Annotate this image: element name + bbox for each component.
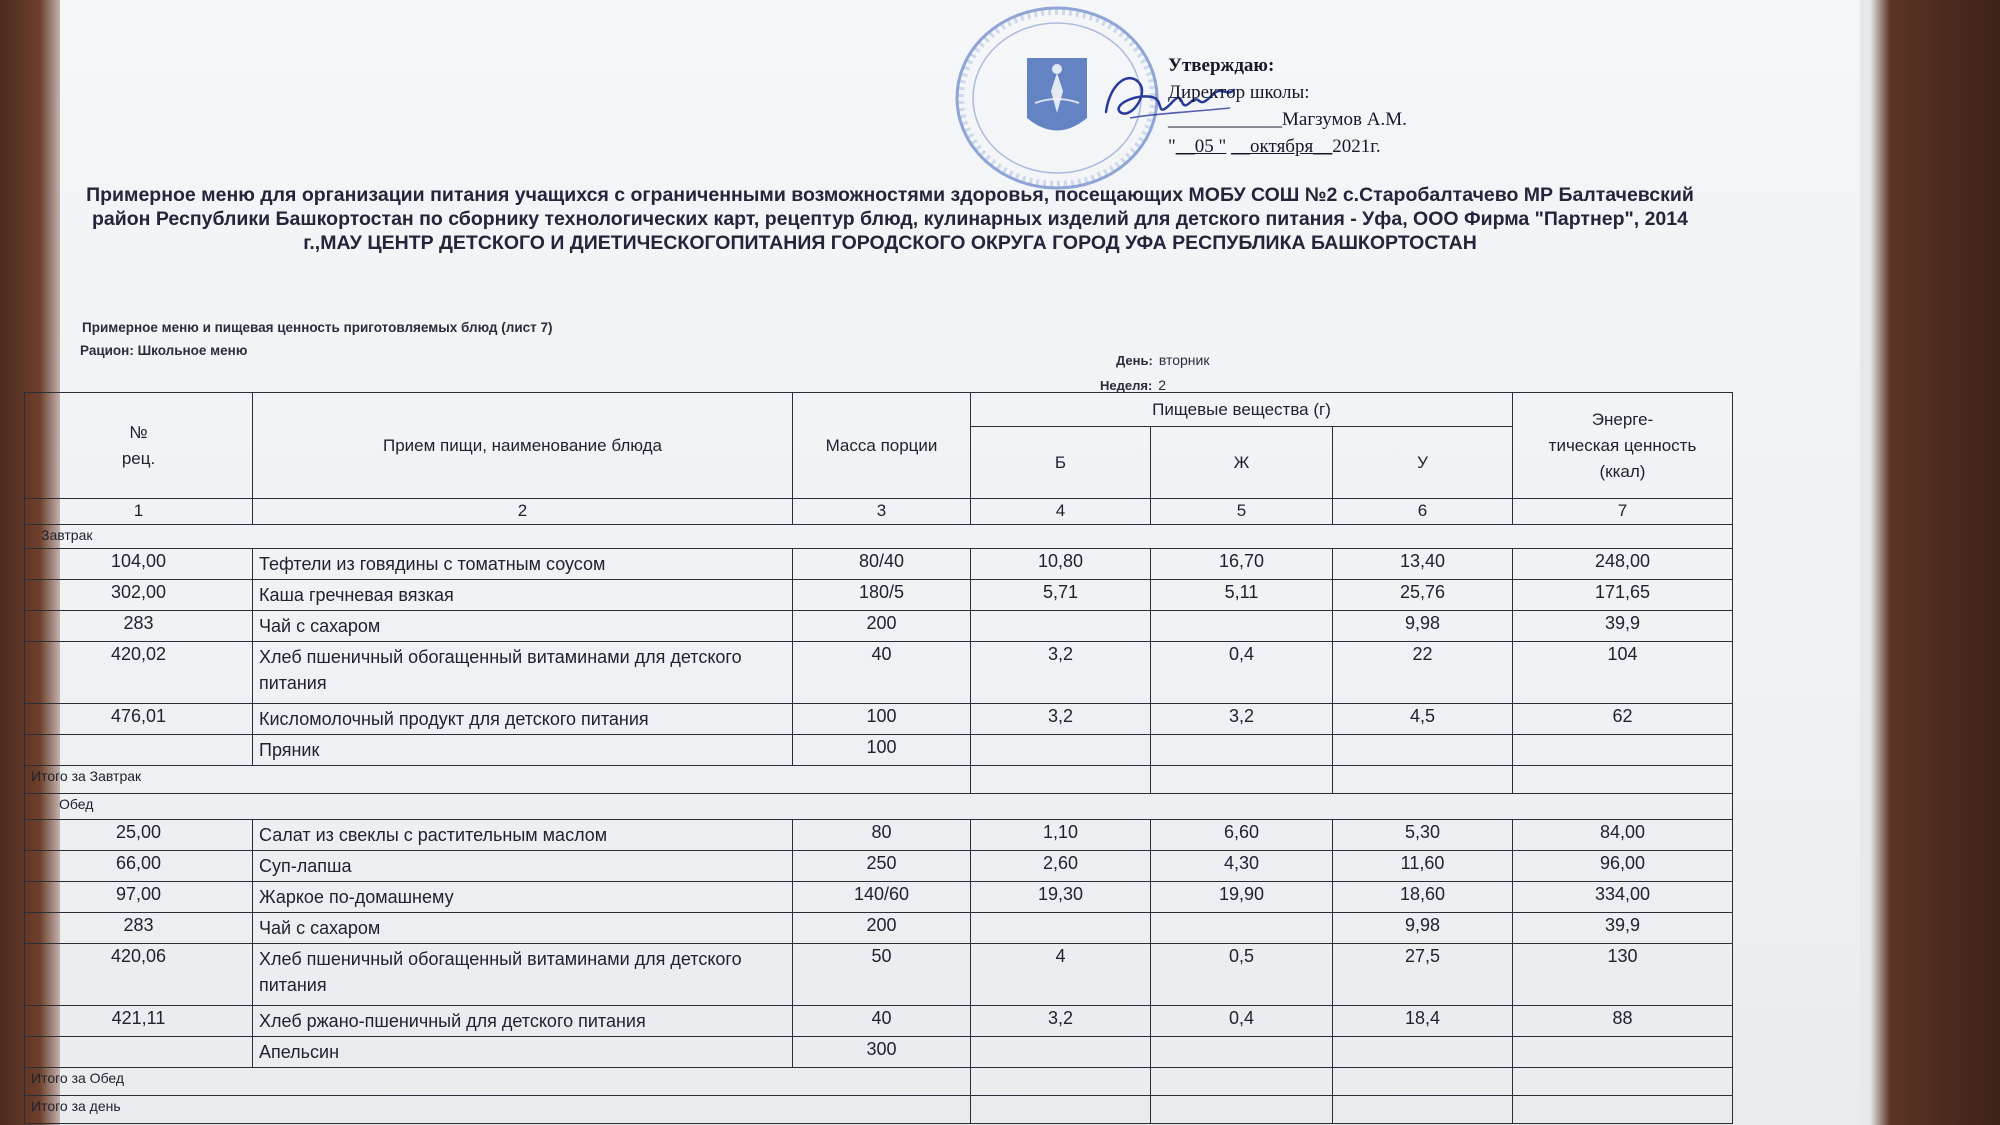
recipe-number-cell: 25,00 [25,820,253,851]
recipe-number-cell [25,735,253,766]
energy-cell: 39,9 [1513,611,1733,642]
energy-cell [1513,735,1733,766]
energy-cell: 39,9 [1513,913,1733,944]
table-row [25,882,1733,913]
recipe-number-cell: 421,11 [25,1006,253,1037]
fat-cell [1151,1037,1333,1068]
energy-cell: 88 [1513,1006,1733,1037]
day-label: День: [1116,353,1153,368]
fat-cell: 4,30 [1151,851,1333,882]
fat-cell [1151,611,1333,642]
fat-cell: 0,4 [1151,642,1333,704]
total-cell [1333,766,1513,794]
document-title: Примерное меню для организации питания учащихся с ограниченными возможностями здоровья, посещающих МОБУ СОШ №2 с.Старобалтачево МР Балтачевский район Республики Башкортостан по сборнику технологических карт, рецептур блюд, кулинарных изделий для детского питания - Уфа, ООО Фирма "Партнер", 2014 г.,МАУ ЦЕНТР ДЕТСКОГО И ДИЕТИЧЕСКОГОПИТАНИЯ ГОРОДСКОГО ОКРУГА ГОРОД УФА РЕСПУБЛИКА БАШКОРТОСТАН [86,184,1694,254]
dish-name-cell: Суп-лапша [253,851,793,882]
recipe-number-cell: 420,02 [25,642,253,704]
protein-cell [971,913,1151,944]
menu-table [24,392,1733,1124]
fat-cell: 16,70 [1151,549,1333,580]
week-label: Неделя: [1100,378,1153,393]
carbs-cell: 25,76 [1333,580,1513,611]
carbs-cell: 27,5 [1333,944,1513,1006]
carbs-cell: 4,5 [1333,704,1513,735]
recipe-number-cell: 104,00 [25,549,253,580]
dish-name-cell: Салат из свеклы с растительным маслом [253,820,793,851]
energy-cell: 334,00 [1513,882,1733,913]
header-energy: Энерге- тическая ценность (ккал) [1513,393,1733,499]
index-cell: 5 [1151,499,1333,525]
protein-cell [971,735,1151,766]
energy-cell: 130 [1513,944,1733,1006]
fat-cell [1151,913,1333,944]
fat-cell [1151,735,1333,766]
date-day: __05 " [1175,136,1227,157]
portion-mass-cell: 40 [793,642,971,704]
energy-cell: 96,00 [1513,851,1733,882]
table-row [25,851,1733,882]
carbs-cell: 11,60 [1333,851,1513,882]
total-cell [1513,1068,1733,1096]
table-row [25,735,1733,766]
energy-cell [1513,1037,1733,1068]
dish-name-cell: Пряник [253,735,793,766]
date-month: __октября__ [1231,136,1333,157]
section-row-lunch [25,794,1733,820]
approval-heading: Утверждаю: [1168,55,1275,76]
approval-date [1168,133,1508,160]
approval-position: Директор школы: [1168,82,1310,103]
carbs-cell: 18,60 [1333,882,1513,913]
dish-name-cell: Апельсин [253,1037,793,1068]
portion-mass-cell: 80/40 [793,549,971,580]
dish-name-cell: Чай с сахаром [253,913,793,944]
total-cell [1151,766,1333,794]
index-cell: 7 [1513,499,1733,525]
energy-cell: 171,65 [1513,580,1733,611]
portion-mass-cell: 200 [793,913,971,944]
total-cell [971,766,1151,794]
carbs-cell: 22 [1333,642,1513,704]
index-cell: 6 [1333,499,1513,525]
recipe-number-cell: 302,00 [25,580,253,611]
table-row [25,611,1733,642]
header-nutrients: Пищевые вещества (г) [971,393,1513,427]
recipe-number-cell: 283 [25,913,253,944]
total-cell [1151,1068,1333,1096]
week-value: 2 [1158,377,1167,393]
protein-cell: 3,2 [971,704,1151,735]
date-year: 2021г. [1332,136,1381,157]
table-row [25,704,1733,735]
carbs-cell [1333,1037,1513,1068]
dish-name-cell: Хлеб пшеничный обогащенный витаминами для детского питания [253,944,793,1006]
recipe-number-cell: 97,00 [25,882,253,913]
portion-mass-cell: 80 [793,820,971,851]
section-label: Завтрак [25,525,1733,549]
section-row-breakfast [25,525,1733,549]
table-row [25,549,1733,580]
recipe-number-cell: 283 [25,611,253,642]
index-cell: 4 [971,499,1151,525]
portion-mass-cell: 100 [793,704,971,735]
portion-mass-cell: 180/5 [793,580,971,611]
header-mass: Масса порции [793,393,971,499]
recipe-number-cell: 476,01 [25,704,253,735]
table-row [25,944,1733,1006]
subtitle: Примерное меню и пищевая ценность приготовляемых блюд (лист 7) [82,320,553,335]
protein-cell: 5,71 [971,580,1151,611]
portion-mass-cell: 200 [793,611,971,642]
carbs-cell: 9,98 [1333,611,1513,642]
fat-cell: 5,11 [1151,580,1333,611]
fat-cell: 3,2 [1151,704,1333,735]
portion-mass-cell: 140/60 [793,882,971,913]
portion-mass-cell: 250 [793,851,971,882]
energy-cell: 62 [1513,704,1733,735]
breakfast-rows [25,549,1733,766]
carbs-cell: 13,40 [1333,549,1513,580]
fat-cell: 19,90 [1151,882,1333,913]
header-fat: Ж [1151,427,1333,499]
protein-cell: 10,80 [971,549,1151,580]
protein-cell: 4 [971,944,1151,1006]
total-cell [1333,1096,1513,1124]
total-cell [1151,1096,1333,1124]
portion-mass-cell: 40 [793,1006,971,1037]
approval-signature-line: ____________Магзумов А.М. [1168,109,1407,130]
portion-mass-cell: 300 [793,1037,971,1068]
approval-block [1168,52,1508,160]
index-cell: 3 [793,499,971,525]
protein-cell [971,611,1151,642]
fat-cell: 0,4 [1151,1006,1333,1037]
recipe-number-cell: 420,06 [25,944,253,1006]
carbs-cell: 5,30 [1333,820,1513,851]
energy-cell: 248,00 [1513,549,1733,580]
carbs-cell: 9,98 [1333,913,1513,944]
energy-cell: 84,00 [1513,820,1733,851]
lunch-rows [25,820,1733,1068]
dish-name-cell: Хлеб ржано-пшеничный для детского питания [253,1006,793,1037]
dish-name-cell: Чай с сахаром [253,611,793,642]
date-prefix: " [1168,136,1176,157]
header-row [25,393,1733,427]
total-row-breakfast [25,766,1733,794]
dish-name-cell: Каша гречневая вязкая [253,580,793,611]
table-row [25,820,1733,851]
protein-cell [971,1037,1151,1068]
table-row [25,913,1733,944]
dish-name-cell: Жаркое по-домашнему [253,882,793,913]
carbs-cell: 18,4 [1333,1006,1513,1037]
total-cell [971,1068,1151,1096]
energy-cell: 104 [1513,642,1733,704]
portion-mass-cell: 50 [793,944,971,1006]
table-row [25,1006,1733,1037]
total-label: Итого за Завтрак [25,766,971,794]
header-recipe-number: № рец. [25,393,253,499]
total-cell [1513,1096,1733,1124]
recipe-number-cell [25,1037,253,1068]
dish-name-cell: Тефтели из говядины с томатным соусом [253,549,793,580]
header-dish: Прием пищи, наименование блюда [253,393,793,499]
table-row [25,1037,1733,1068]
protein-cell: 3,2 [971,642,1151,704]
fat-cell: 0,5 [1151,944,1333,1006]
protein-cell: 19,30 [971,882,1151,913]
total-row-lunch [25,1068,1733,1096]
total-label: Итого за Обед [25,1068,971,1096]
index-cell: 1 [25,499,253,525]
total-label: Итого за день [25,1096,971,1124]
week-line [1100,377,1166,393]
protein-cell: 3,2 [971,1006,1151,1037]
day-line [1116,352,1209,368]
recipe-number-cell: 66,00 [25,851,253,882]
protein-cell: 2,60 [971,851,1151,882]
day-value: вторник [1158,352,1210,368]
index-cell: 2 [253,499,793,525]
portion-mass-cell: 100 [793,735,971,766]
dish-name-cell: Хлеб пшеничный обогащенный витаминами для детского питания [253,642,793,704]
section-label: Обед [25,794,1733,820]
ration: Рацион: Школьное меню [80,343,248,358]
header-protein: Б [971,427,1151,499]
fat-cell: 6,60 [1151,820,1333,851]
header-carbs: У [1333,427,1513,499]
total-cell [1333,1068,1513,1096]
index-row [25,499,1733,525]
protein-cell: 1,10 [971,820,1151,851]
table-row [25,580,1733,611]
total-cell [971,1096,1151,1124]
total-cell [1513,766,1733,794]
dish-name-cell: Кисломолочный продукт для детского питания [253,704,793,735]
total-row-day [25,1096,1733,1124]
table-row [25,642,1733,704]
carbs-cell [1333,735,1513,766]
